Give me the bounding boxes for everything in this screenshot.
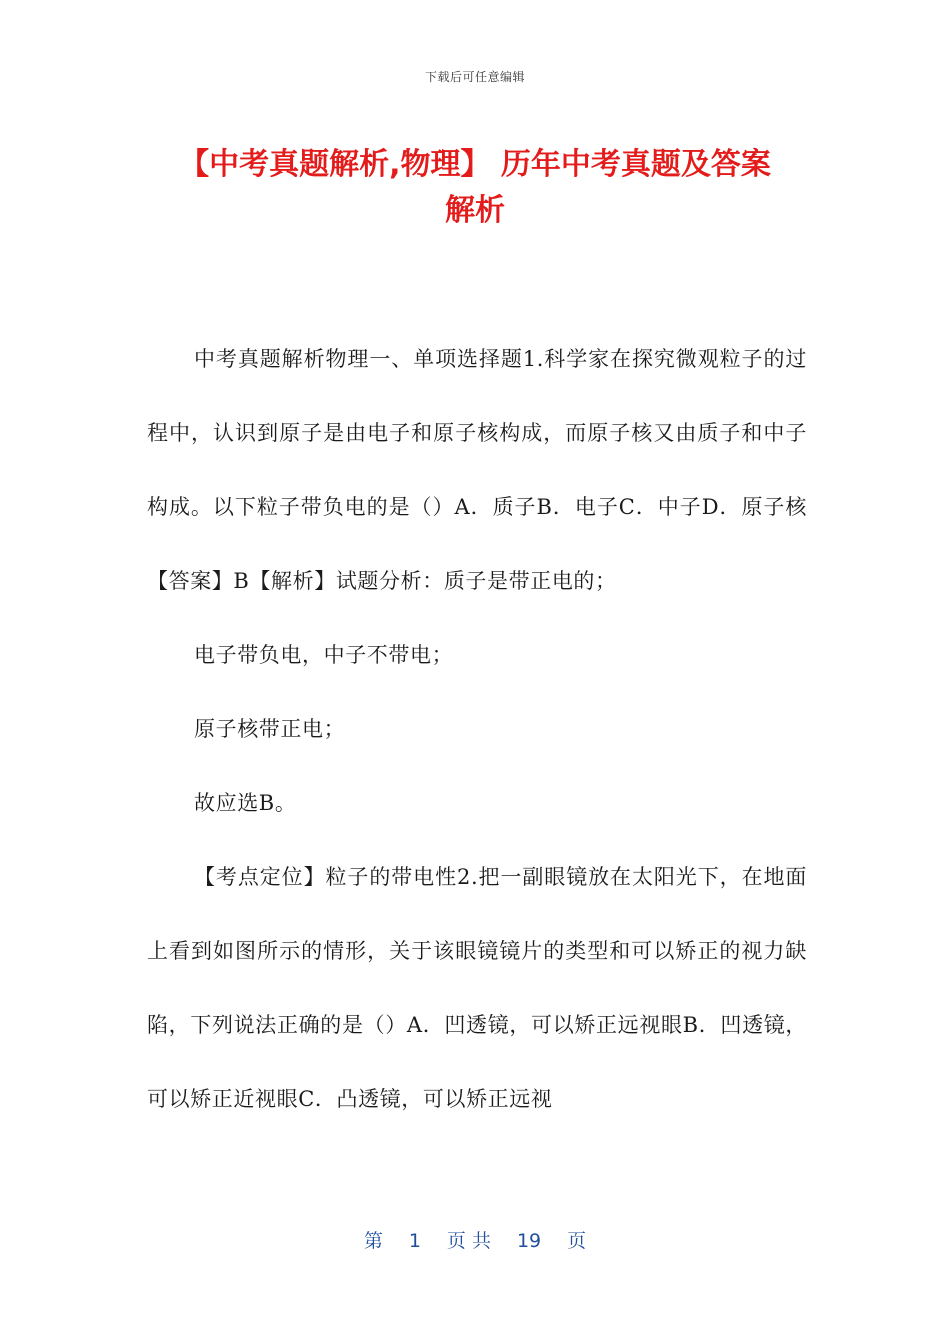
footer-label-end: 页: [567, 1230, 587, 1252]
paragraph-electron: 电子带负电，中子不带电；: [194, 643, 454, 667]
footer-total-pages: 19: [516, 1230, 542, 1252]
footer-current-page: 1: [408, 1230, 421, 1252]
paragraph-nucleus: 原子核带正电；: [194, 717, 346, 741]
paragraph-question-2: 【考点定位】粒子的带电性2.把一副眼镜放在太阳光下，在地面上看到如图所示的情形，关于该眼镜镜片的类型和可以矫正的视力缺陷，下列说法正确的是（）A．凹透镜，可以矫正远视眼B．凹透镜，可以矫正近视眼C．凸透镜，可以矫正远视: [147, 865, 807, 1111]
footer-label-page: 第: [363, 1230, 383, 1252]
title-line-1: 【中考真题解析,物理】 历年中考真题及答案: [179, 147, 771, 182]
header-note: 下载后可任意编辑: [424, 70, 525, 84]
paragraph-question-1: 中考真题解析物理一、单项选择题1.科学家在探究微观粒子的过程中，认识到原子是由电子和原子核构成，而原子核又由质子和中子构成。以下粒子带负电的是（）A．质子B．电子C．中子D．原子核【答案】B【解析】试题分析：质子是带正电的；: [147, 347, 807, 593]
document-body: [147, 322, 807, 1136]
footer-label-of: 页 共: [446, 1230, 491, 1252]
document-title: [100, 142, 850, 234]
title-line-2: 解析: [445, 193, 505, 228]
page-footer: [0, 1226, 950, 1253]
paragraph-answer: 故应选B。: [194, 791, 297, 815]
